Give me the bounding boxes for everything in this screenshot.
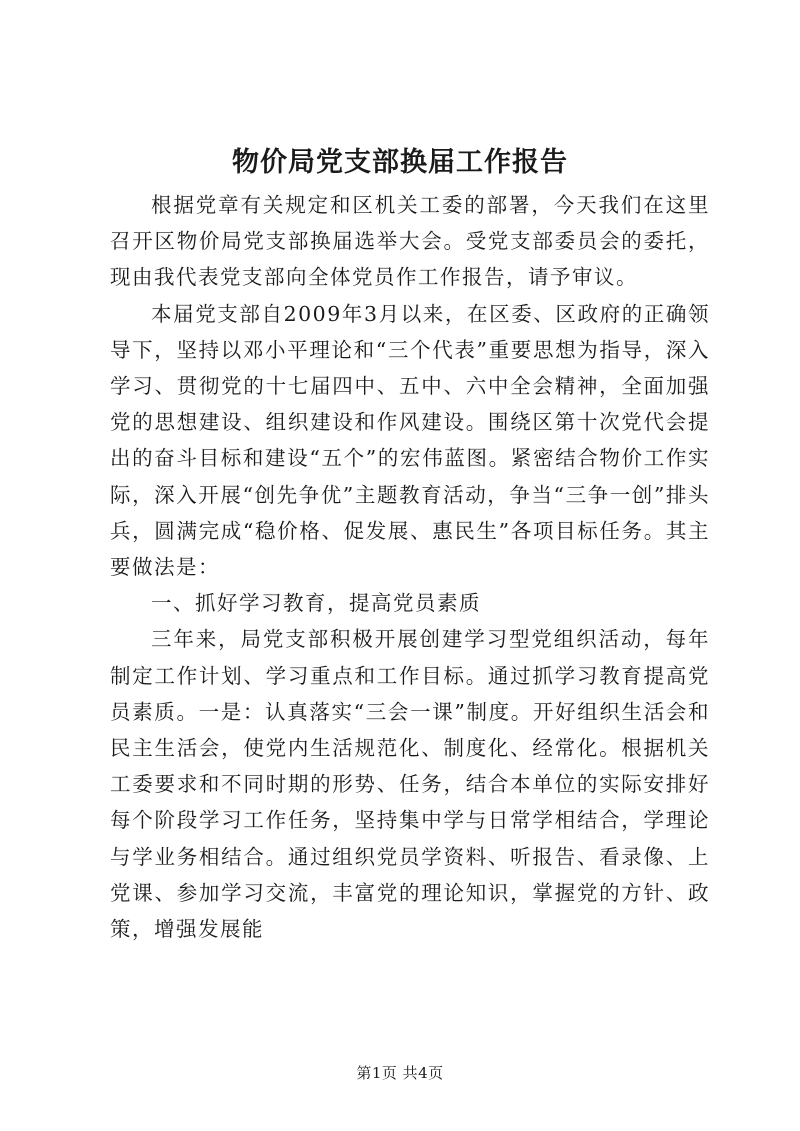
page-footer: 第1页 共4页 — [356, 1064, 444, 1082]
paragraph-intro: 根据党章有关规定和区机关工委的部署，今天我们在这里召开区物价局党支部换届选举大会。受党支部委员会的委托，现由我代表党支部向全体党员作工作报告，请予审议。 — [110, 193, 710, 290]
document-title: 物价局党支部换届工作报告 — [232, 147, 568, 178]
paragraph-study: 三年来，局党支部积极开展创建学习型党组织活动，每年制定工作计划、学习重点和工作目标。通过抓学习教育提高党员素质。一是：认真落实“三会一课”制度。开好组织生活会和民主生活会，使党内生活规范化、制度化、经常化。根据机关工委要求和不同时期的形势、任务，结合本单位的实际安排好每个阶段学习工作任务，坚持集中学与日常学相结合，学理论与学业务相结合。通过组织党员学资料、听报告、看录像、上党课、参加学习交流，丰富党的理论知识，掌握党的方针、政策，增强发展能 — [110, 627, 710, 942]
document-body — [110, 187, 710, 947]
section-heading-1: 一、抓好学习教育，提高党员素质 — [151, 591, 481, 616]
paragraph-overview: 本届党支部自2009年3月以来，在区委、区政府的正确领导下，坚持以邓小平理论和“三个代表”重要思想为指导，深入学习、贯彻党的十七届四中、五中、六中全会精神，全面加强党的思想建设、组织建设和作风建设。围绕区第十次党代会提出的奋斗目标和建设“五个”的宏伟蓝图。紧密结合物价工作实际，深入开展“创先争优”主题教育活动，争当“三争一创”排头兵，圆满完成“稳价格、促发展、惠民生”各项目标任务。其主要做法是： — [110, 301, 710, 580]
